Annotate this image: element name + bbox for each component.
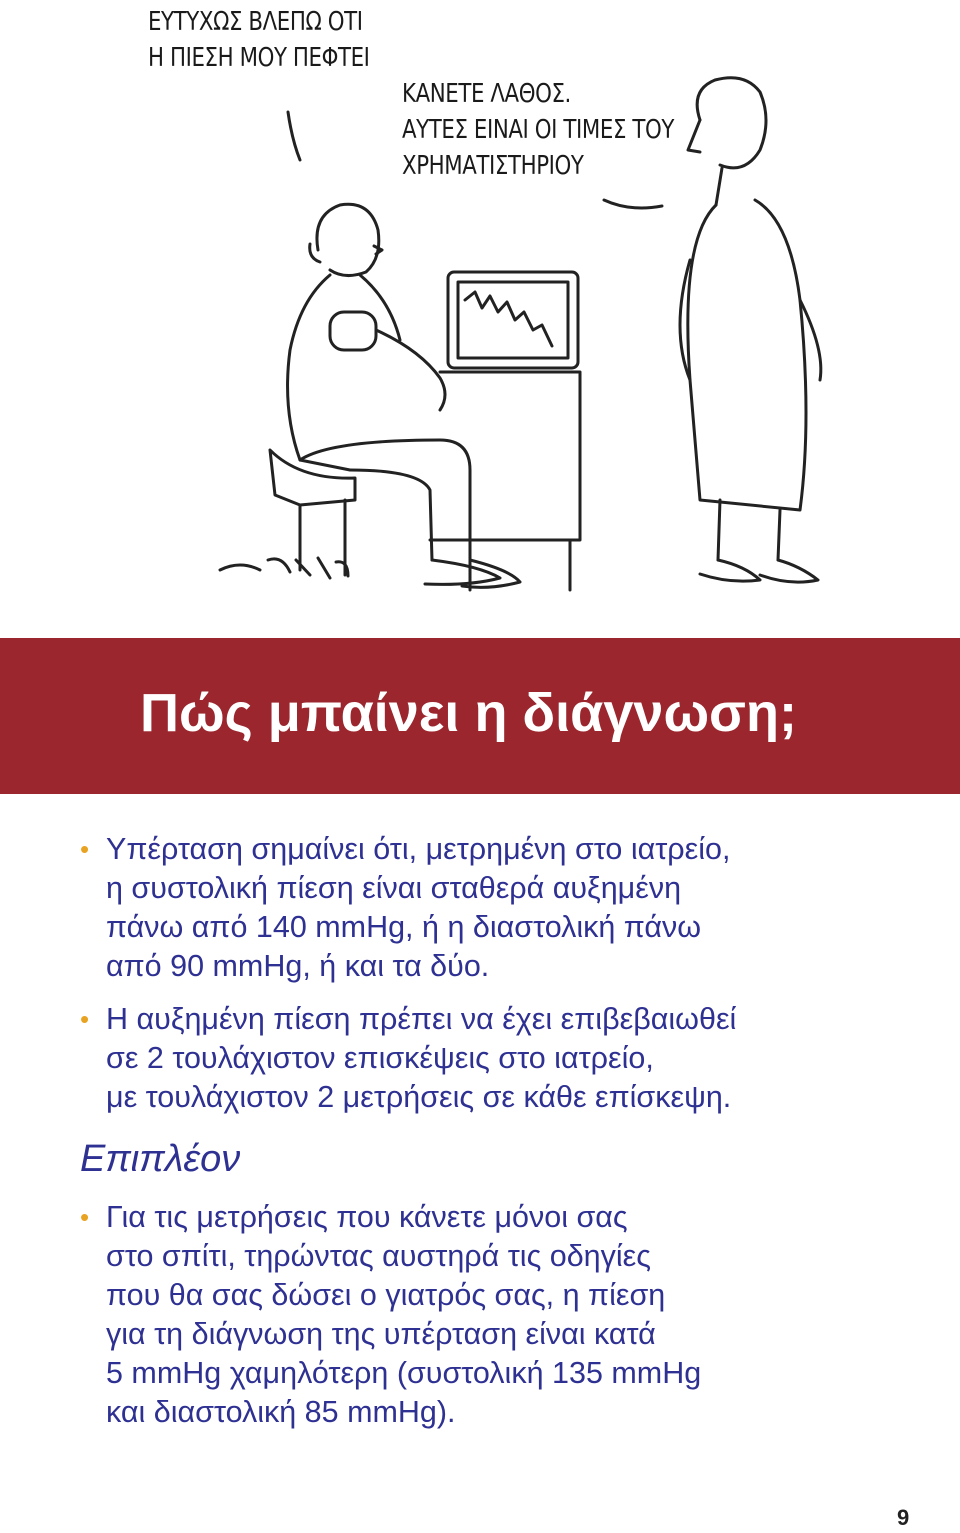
bullet-text	[106, 1000, 906, 1117]
bullet-line: Η αυξημένη πίεση πρέπει να έχει επιβεβαιωθεί	[106, 1002, 737, 1036]
subheading: Επιπλέον	[80, 1138, 241, 1180]
bullet-dot-icon: •	[80, 1004, 90, 1034]
bullet-dot-icon: •	[80, 1202, 90, 1232]
bullet-line: με τουλάχιστον 2 μετρήσεις σε κάθε επίσκεψη.	[106, 1080, 732, 1114]
bullet-line: σε 2 τουλάχιστον επισκέψεις στο ιατρείο,	[106, 1041, 654, 1075]
bullet-line: και διαστολική 85 mmHg).	[106, 1395, 456, 1429]
patient-speech-line: Η ΠΙΕΣΗ ΜΟΥ ΠΕΦΤΕΙ	[148, 43, 370, 73]
bullet-dot-icon: •	[80, 834, 90, 864]
page-title: Πώς μπαίνει η διάγνωση;	[140, 683, 797, 743]
bullet-line: που θα σας δώσει ο γιατρός σας, η πίεση	[106, 1278, 666, 1312]
patient-speech-line: ΕΥΤΥΧΩΣ ΒΛΕΠΩ ΟΤΙ	[148, 7, 363, 37]
bullet-line: από 90 mmHg, ή και τα δύο.	[106, 949, 490, 983]
bullet-text	[106, 1198, 906, 1432]
bullet-line: Υπέρταση σημαίνει ότι, μετρημένη στο ιατρείο,	[106, 832, 731, 866]
doctor-speech-line: ΑΥΤΕΣ ΕΙΝΑΙ ΟΙ ΤΙΜΕΣ ΤΟΥ	[402, 115, 674, 145]
bullet-line: 5 mmHg χαμηλότερη (συστολική 135 mmHg	[106, 1356, 702, 1390]
patient-speech	[148, 4, 370, 76]
doctor-speech-line: ΚΑΝΕΤΕ ΛΑΘΟΣ.	[402, 79, 571, 109]
doctor-speech	[402, 76, 674, 184]
bullet-line: για τη διάγνωση της υπέρταση είναι κατά	[106, 1317, 656, 1351]
doctor-speech-line: ΧΡΗΜΑΤΙΣΤΗΡΙΟΥ	[402, 151, 584, 181]
bullet-text	[106, 830, 906, 986]
cartoon-illustration	[0, 0, 960, 620]
bullet-line: πάνω από 140 mmHg, ή η διαστολική πάνω	[106, 910, 702, 944]
bullet-line: Για τις μετρήσεις που κάνετε μόνοι σας	[106, 1200, 628, 1234]
page-number: 9	[897, 1505, 910, 1530]
bullet-line: η συστολική πίεση είναι σταθερά αυξημένη	[106, 871, 682, 905]
bullet-line: στο σπίτι, τηρώντας αυστηρά τις οδηγίες	[106, 1239, 651, 1273]
